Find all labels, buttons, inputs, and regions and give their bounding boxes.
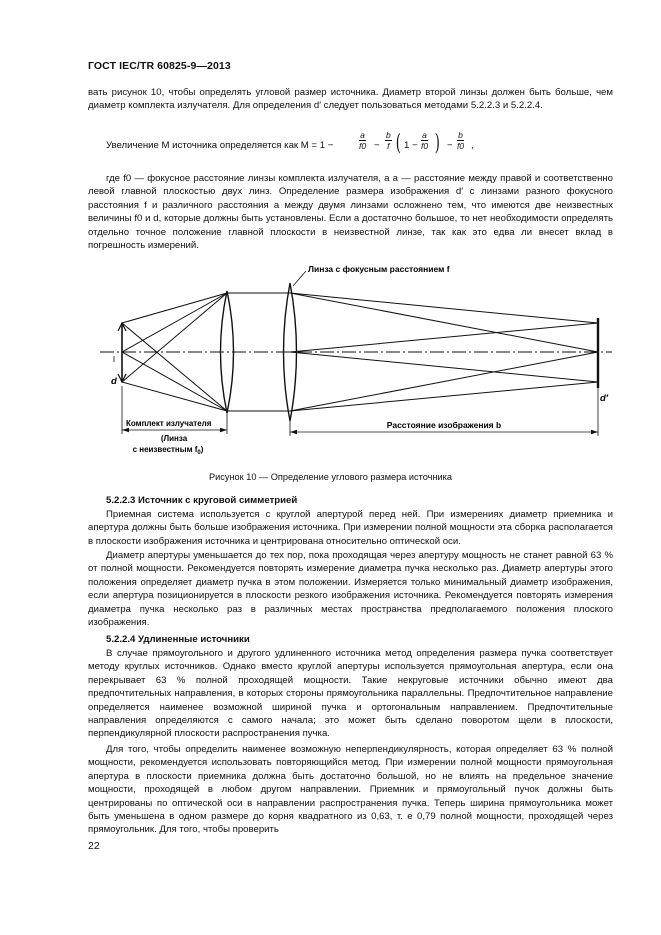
formula-minus-2: −: [447, 140, 453, 151]
paragraph-intro: вать рисунок 10, чтобы определять угловой размер источника. Диаметр второй линзы должен быть больше, чем диаметр комплекта излучателя. Для определения d′ следует пользоваться методами 5.2.2.3 и 5.2.2.4.: [88, 87, 613, 112]
ray: [122, 293, 227, 323]
fraction-b-f: $\frac{b}{f}$: [386, 130, 391, 151]
section-heading-5-2-2-4: 5.2.2.4 Удлиненные источники: [106, 634, 250, 645]
fraction-b-f0: $\frac{b}{f0}$: [457, 130, 465, 151]
paragraph-s1-2: Диаметр апертуры уменьшается до тех пор, пока проходящая через апертуру мощность не станет равной 63 % от полной мощности. Рекомендуется повторять измерение диаметра пучка несколько раз. Диаметр апертуры этого положения определяет диаметр пучка в этом положении. Измеряется только минимальный диаметр изображения, если апертура позиционируется в плоскости резкого изображения источника. Рекомендуется повторять измерения диаметра пучка несколько раз в различных местах пространства предполагаемого положения плоского изображения.: [88, 550, 613, 629]
page-number: 22: [88, 840, 100, 852]
ray: [122, 293, 227, 382]
ray: [122, 323, 227, 411]
magnification-formula: [106, 128, 506, 164]
unknown-lens-label-2: с неизвестным $f_0$): [132, 445, 204, 456]
ray: [290, 382, 598, 411]
optical-diagram: [0, 260, 661, 465]
ray: [122, 293, 227, 352]
document-header: ГОСТ IEC/TR 60825-9—2013: [88, 60, 231, 72]
ray: [290, 352, 598, 411]
paragraph-s1-1: Приемная система используется с круглой апертурой перед ней. При измерениях диаметр приемника и апертура должны быть больше изображения источника. При измерении полной мощности эта сборка располагается в плоскости изображения источника и центрирована относительно оптической оси.: [88, 509, 613, 547]
ray: [290, 352, 598, 382]
paren-close: ): [434, 131, 440, 156]
paragraph-s2-1: В случае прямоугольного и другого удлиненного источника метод определения размера пучка соответствует методу круглых источников. Однако вместо круглой апертуры используется прямоугольная апертура, если она перекрывает 63 % полной проходящей мощности. Такие некруговые источники обычно имеют два предпочтительных направления, в которых стороны прямоугольника параллельны. Предпочтительное направление определяется наименее возможной шириной пучка и ортогональным направлением. Предпочтительные направления определяются с самого начала; это может быть сделано поворотом щели в плоскости, перпендикулярной плоскости распространения пучка.: [88, 648, 613, 740]
formula-one-minus: 1 −: [404, 140, 418, 151]
ray: [122, 352, 227, 411]
formula-minus-1: −: [374, 140, 380, 151]
dprime-label: d′: [600, 393, 609, 404]
formula-label: Увеличение M источника определяется как M = 1 −: [106, 140, 334, 151]
fraction-a-f0: $\frac{a}{f0}$: [359, 130, 367, 151]
lens-label: Линза с фокусным расстоянием f: [308, 264, 450, 274]
fraction-a-f0-2: $\frac{a}{f0}$: [421, 130, 429, 151]
ray: [290, 323, 598, 352]
paragraph-s2-2: Для того, чтобы определить наименее возможную неперпендикулярность, которая определяет 63 % полной мощности, рекомендуется использовать повторяющийся метод. При измерении полной мощности прямоугольная апертура в плоскости приемника должна быть достаточно большой, но не влиять на предельное значение мощности, проходящей в любом другом направлении. Приемник и прямоугольный пучок должны быть центрированы по оптической оси в направлении распространения пучка. Теперь ширина прямоугольника может быть уменьшена в одном размере до корня квадратного из 0,63, т. е 0,79 полной мощности, проходящей через прямоугольник. Для того, чтобы проверить: [88, 744, 613, 836]
image-distance-label: Расстояние изображения b: [386, 420, 502, 430]
unknown-lens-label-1: (Линза: [160, 434, 188, 443]
d-label: d: [111, 376, 117, 387]
emitter-set-label: Комплект излучателя: [126, 419, 212, 428]
figure-caption: Рисунок 10 — Определение углового размера источника: [209, 472, 452, 482]
section-heading-5-2-2-3: 5.2.2.3 Источник с круговой симметрией: [106, 495, 298, 506]
ray: [122, 382, 227, 411]
ray: [290, 293, 598, 352]
paragraph-definitions: где f0 — фокусное расстояние линзы комплекта излучателя, а a — расстояние между правой и соответственно левой главной плоскостью двух линз. Определение размера изображения d′ с линзами разного фокусного расстояния f и различного расстояния a между двумя линзами осложнено тем, что имеются две неизвестных величины f0 и d, которые должны быть установлены. Если a достаточно большое, то нет необходимости определять отдельно точное положение главной плоскости в неизвестной линзе, так как это едва ли внесет вклад в погрешность измерений.: [88, 173, 613, 252]
leader-line: [293, 271, 306, 286]
paren-open: (: [395, 131, 401, 156]
ray: [290, 293, 598, 323]
formula-comma: ,: [471, 140, 474, 151]
